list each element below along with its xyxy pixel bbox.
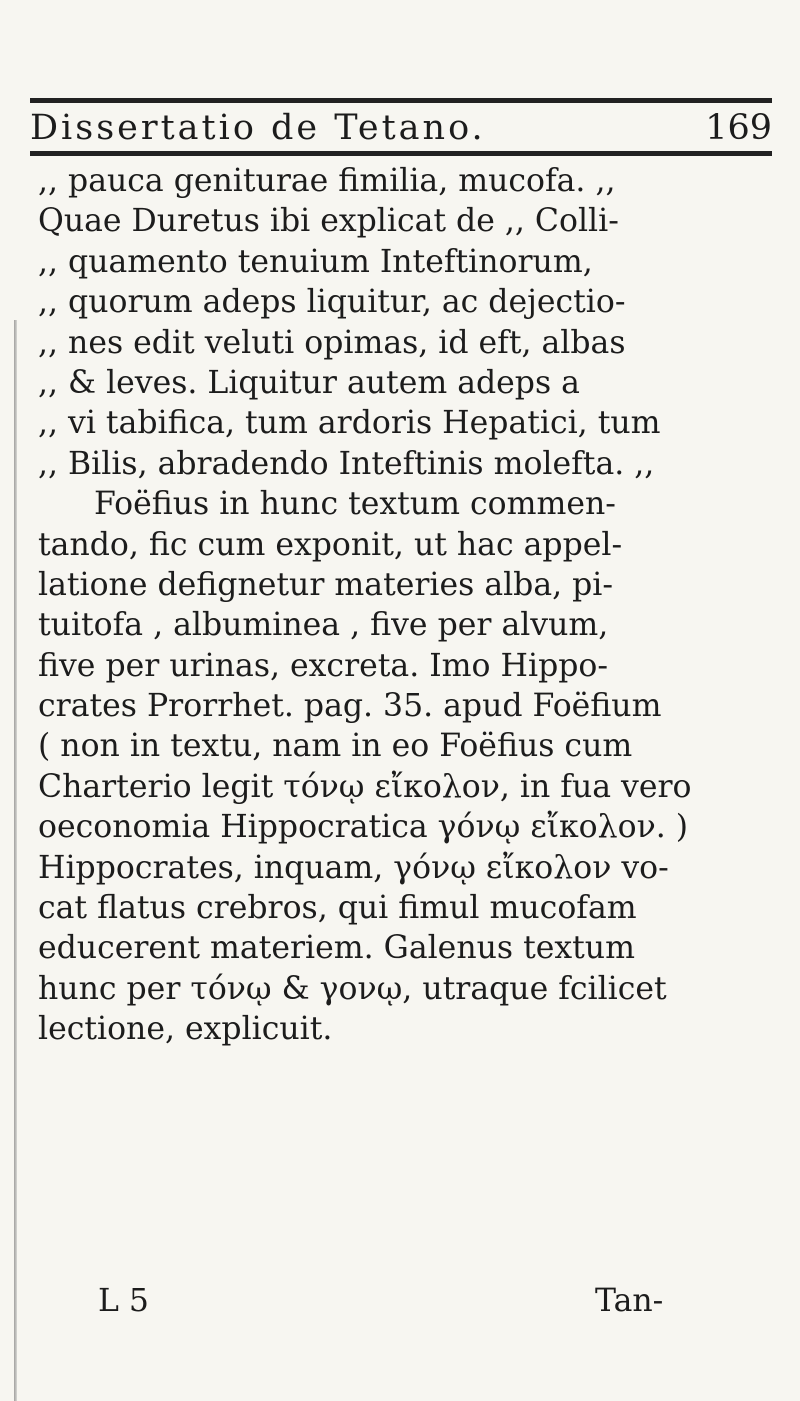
text-line: five per urinas, excreta. Imo Hippo- xyxy=(38,647,608,684)
text-line: ,, & leves. Liquitur autem adeps a xyxy=(38,364,580,401)
running-title: Dissertatio de Tetano. xyxy=(30,108,486,148)
text-line: cat flatus crebros, qui fimul mucofam xyxy=(38,890,637,927)
text-line: Foëfius in hunc textum commen- xyxy=(94,486,616,523)
running-header xyxy=(30,106,772,150)
page-gutter-shadow xyxy=(14,320,17,1401)
text-line: Charterio legit τόνῳ εἴκολον, in fua vero xyxy=(38,768,692,805)
text-line: ,, pauca geniturae fimilia, mucofa. ,, xyxy=(38,163,616,199)
text-line: hunc per τόνῳ & γονῳ, utraque fcilicet xyxy=(38,970,667,1007)
text-line: tuitofa , albuminea , five per alvum, xyxy=(38,607,609,644)
header-rule-bottom xyxy=(30,151,772,156)
signature-mark: L 5 xyxy=(98,1283,149,1319)
text-line: ,, Bilis, abradendo Inteftinis molefta. ,, xyxy=(38,445,655,482)
header-rule-top xyxy=(30,98,772,103)
text-line: Hippocrates, inquam, γόνῳ εἴκολον vo- xyxy=(38,849,669,886)
text-line: tando, fic cum exponit, ut hac appel- xyxy=(38,526,623,563)
text-line: Quae Duretus ibi explicat de ,, Colli- xyxy=(38,203,619,240)
catchword: Tan- xyxy=(595,1283,664,1319)
text-line: ,, quorum adeps liquitur, ac dejectio- xyxy=(38,284,626,321)
text-line: lectione, explicuit. xyxy=(38,1011,333,1048)
text-line: educerent materiem. Galenus textum xyxy=(38,930,635,967)
text-line: ,, quamento tenuium Inteftinorum, xyxy=(38,243,593,280)
page-footer xyxy=(38,1283,778,1323)
body-text xyxy=(38,161,778,1050)
page-number: 169 xyxy=(705,108,772,148)
text-line: oeconomia Hippocratica γόνῳ εἴκολον. ) xyxy=(38,809,689,846)
text-line: crates Prorrhet. pag. 35. apud Foëfium xyxy=(38,688,662,725)
text-line: ,, nes edit veluti opimas, id eft, albas xyxy=(38,324,626,361)
text-line: ( non in textu, nam in eo Foëfius cum xyxy=(38,728,633,765)
text-line: latione defignetur materies alba, pi- xyxy=(38,566,614,603)
text-line: ,, vi tabifica, tum ardoris Hepatici, tum xyxy=(38,405,661,442)
